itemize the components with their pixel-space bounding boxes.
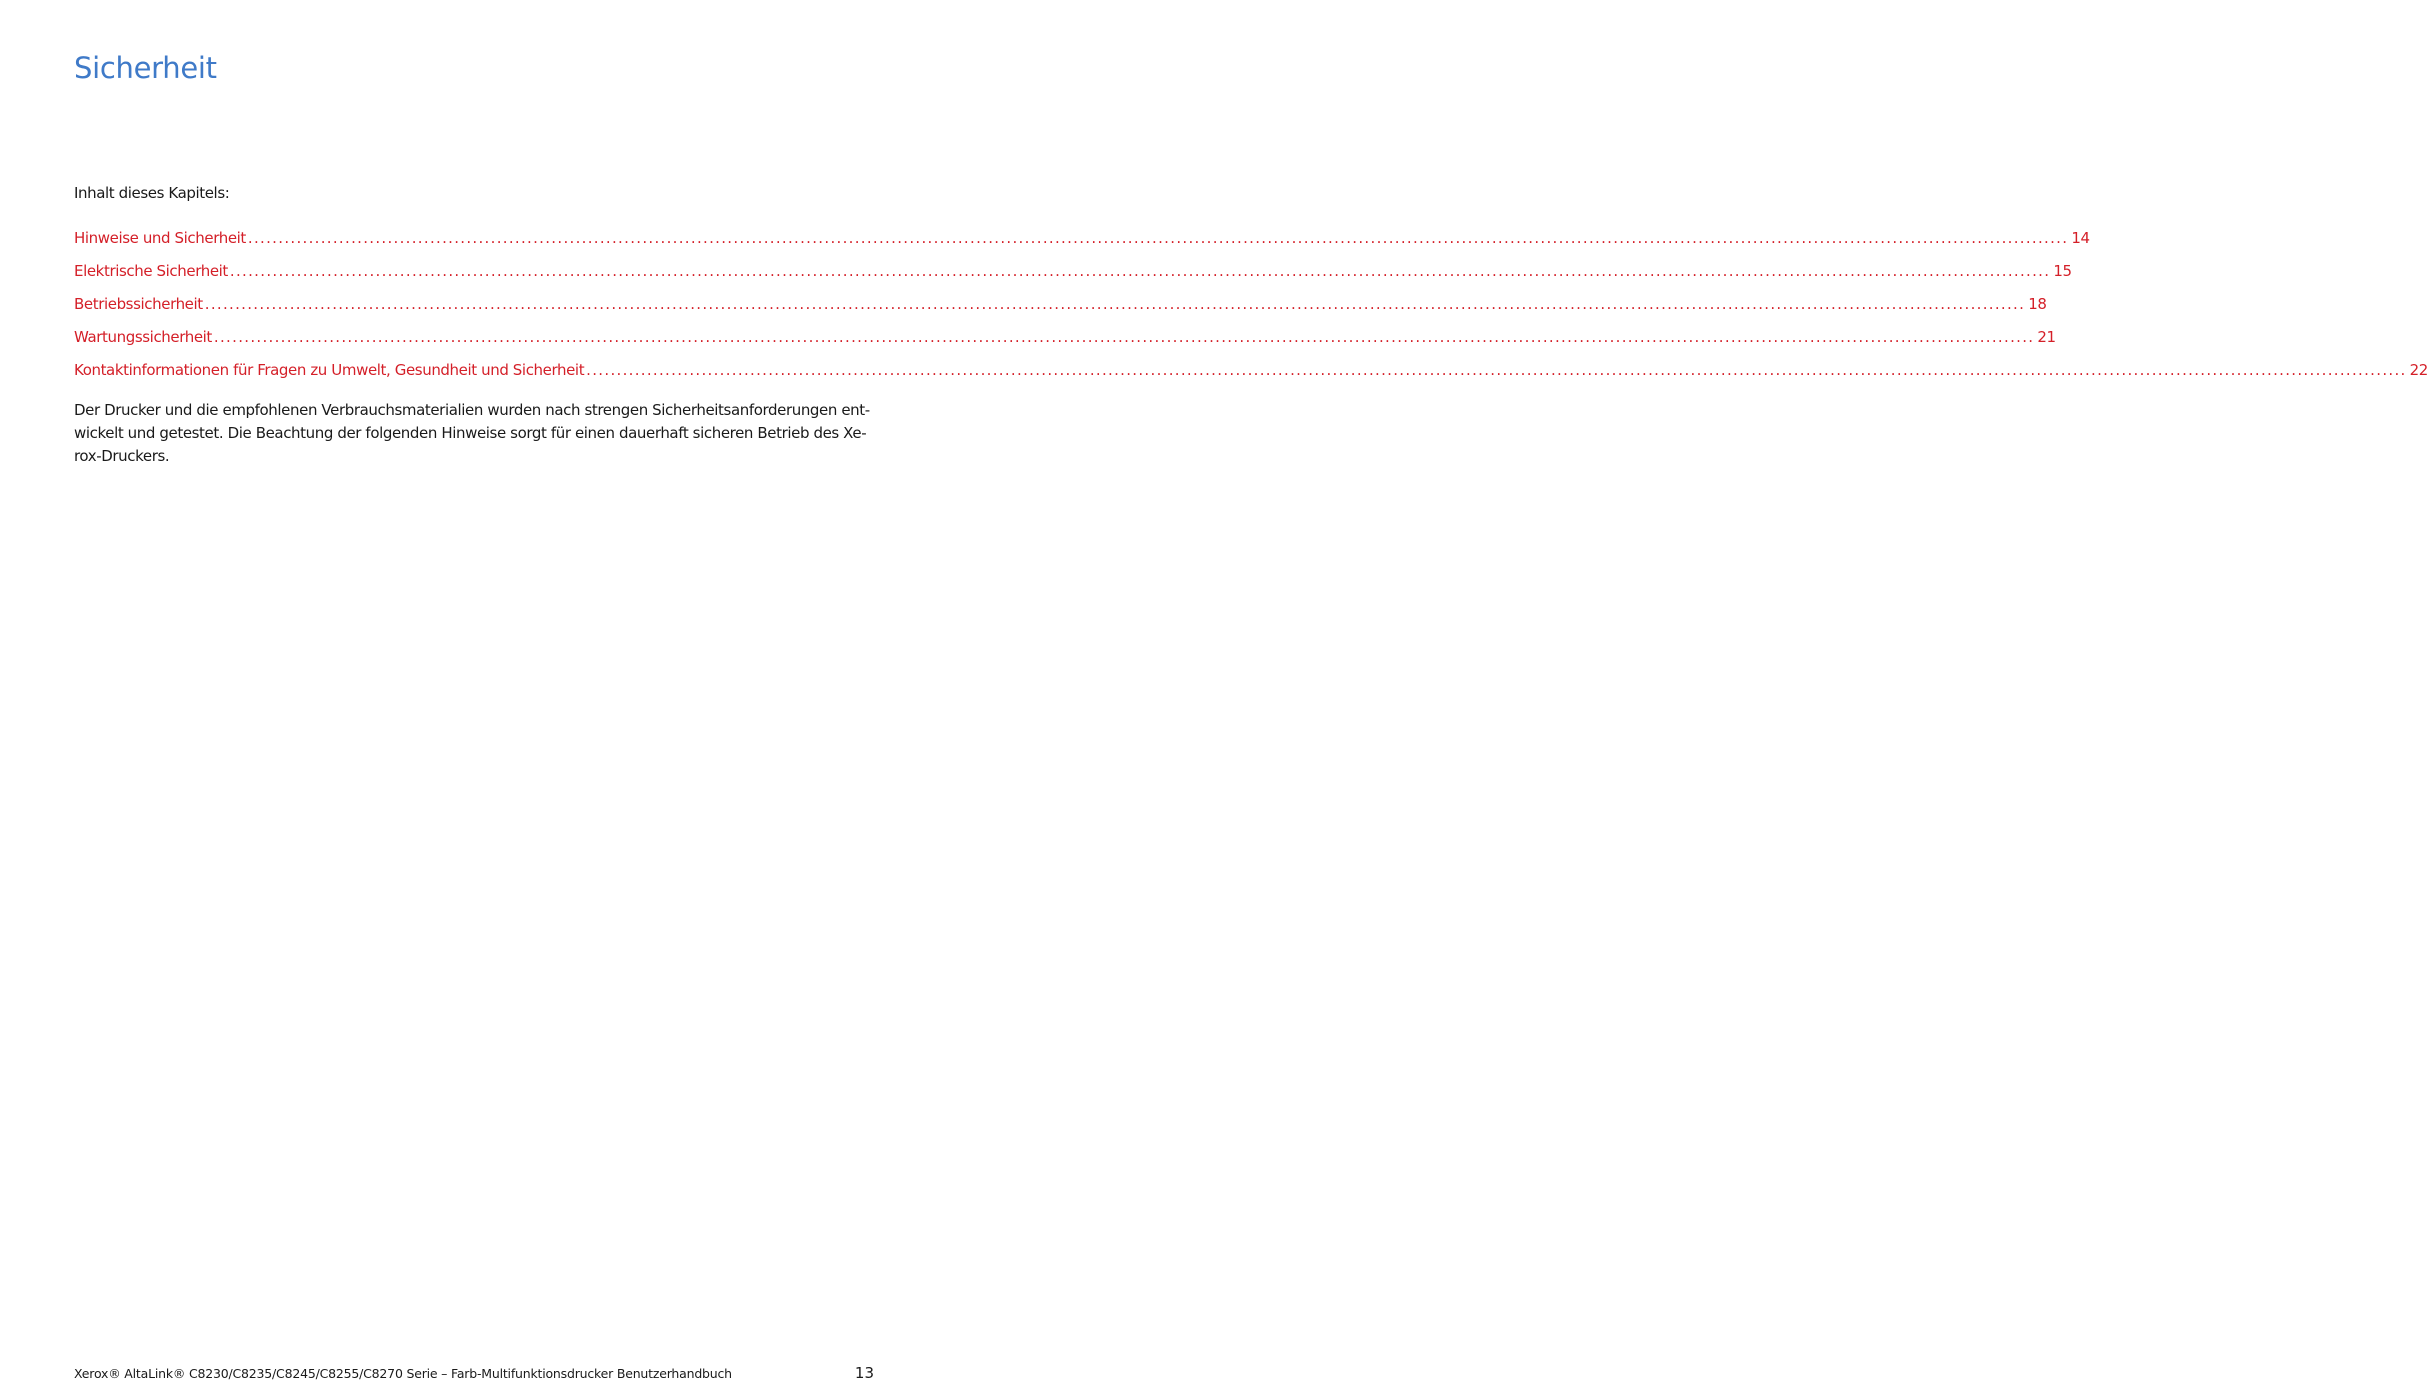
toc-link-betriebssicherheit[interactable] — [74, 295, 2047, 328]
toc-link-elektrische-sicherheit[interactable] — [74, 262, 2072, 295]
toc-dot-leader: ............................................................................................................................................................................................................................................................................................................ — [586, 361, 2407, 379]
toc-entry-title: Wartungssicherheit — [74, 328, 212, 346]
toc-entry-title: Kontaktinformationen für Fragen zu Umwelt, Gesundheit und Sicherheit — [74, 361, 585, 379]
toc-dot-leader: ............................................................................................................................................................................................................................................................................................................ — [213, 328, 2035, 346]
toc-entry-page: 18 — [2028, 295, 2047, 313]
toc-entry-title: Hinweise und Sicherheit — [74, 229, 246, 247]
intro-paragraph: Der Drucker und die empfohlenen Verbrauchsmaterialien wurden nach strengen Sicherheitsanforderungen ent-wickelt und getestet. Die Beachtung der folgenden Hinweise sorgt für einen dauerhaft sicheren Betrieb des Xe-rox-Druckers. — [74, 401, 870, 465]
toc-dot-leader: ............................................................................................................................................................................................................................................................................................................ — [247, 229, 2069, 247]
toc-entry-page: 15 — [2053, 262, 2072, 280]
toc-entry-title: Betriebssicherheit — [74, 295, 203, 313]
toc-item — [74, 295, 2047, 328]
toc-item — [74, 262, 2072, 295]
footer-page-number: 13 — [854, 1364, 874, 1382]
toc-link-hinweise-und-sicherheit[interactable] — [74, 229, 2090, 262]
toc-entry-page: 22 — [2409, 361, 2428, 379]
footer-document-title: Xerox® AltaLink® C8230/C8235/C8245/C8255/C8270 Serie – Farb-Multifunktionsdrucker Benutzerhandbuch — [74, 1366, 732, 1381]
toc-link-wartungssicherheit[interactable] — [74, 328, 2056, 361]
toc-link-kontaktinformationen[interactable] — [74, 361, 2428, 394]
toc-item — [74, 328, 2056, 361]
toc-intro: Inhalt dieses Kapitels: — [74, 184, 230, 202]
toc-entry-title: Elektrische Sicherheit — [74, 262, 228, 280]
page-footer — [74, 1364, 874, 1382]
toc-entry-page: 14 — [2071, 229, 2090, 247]
toc-dot-leader: ............................................................................................................................................................................................................................................................................................................ — [204, 295, 2026, 313]
toc-entry-page: 21 — [2037, 328, 2056, 346]
toc-item — [74, 229, 2090, 262]
chapter-title: Sicherheit — [74, 51, 217, 85]
toc-dot-leader: ............................................................................................................................................................................................................................................................................................................ — [229, 262, 2051, 280]
table-of-contents — [74, 229, 2428, 394]
toc-item — [74, 361, 2428, 394]
